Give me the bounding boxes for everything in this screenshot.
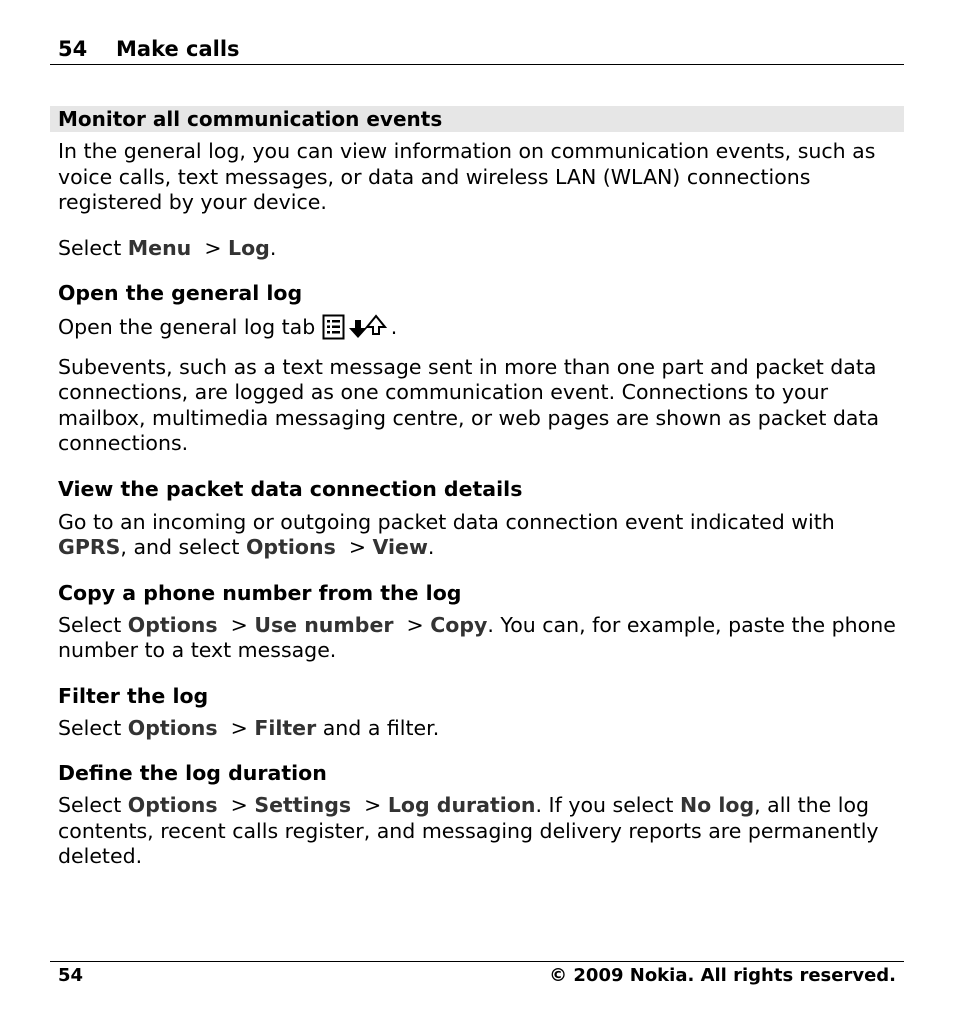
incoming-outgoing-arrows-icon xyxy=(345,314,391,347)
filter-paragraph: Select Options > Filter and a filter. xyxy=(58,715,440,740)
use-number-label: Use number xyxy=(254,612,394,637)
section-title: Monitor all communication events xyxy=(50,106,904,132)
packet-text-mid: , and select xyxy=(120,535,240,559)
copy-title: Copy a phone number from the log xyxy=(58,580,462,605)
no-log-label: No log xyxy=(679,793,755,817)
log-label: Log xyxy=(228,235,270,260)
packet-paragraph: Go to an incoming or outgoing packet data connection event indicated with GPRS, and select Options > View. xyxy=(58,509,835,559)
open-log-text: Open the general log tab xyxy=(58,315,316,339)
footer-page-number: 54 xyxy=(58,965,84,986)
page-footer xyxy=(50,961,904,994)
options-label: Options xyxy=(127,793,218,817)
gprs-label: GPRS xyxy=(58,535,121,559)
packet-text-before: Go to an incoming or outgoing packet data connection event indicated with xyxy=(58,509,835,534)
packet-title: View the packet data connection details xyxy=(58,476,523,501)
page-header xyxy=(50,36,904,65)
open-log-paragraph: Open the general log tab . xyxy=(50,314,898,347)
copy-paragraph: Select Options > Use number > Copy. You can, for example, paste the phone number to a text message. xyxy=(58,612,896,662)
options-label: Options xyxy=(127,715,218,740)
duration-title: Define the log duration xyxy=(58,761,327,785)
log-list-icon xyxy=(322,314,345,347)
log-duration-label: Log duration xyxy=(387,793,536,817)
intro-paragraph: In the general log, you can view information on communication events, such as voice calls, text messages, or data and wireless LAN (WLAN) connections registered by your device. xyxy=(58,139,876,214)
page-content xyxy=(50,106,904,870)
settings-label: Settings xyxy=(254,793,352,817)
footer-copyright: © 2009 Nokia. All rights reserved. xyxy=(549,965,896,986)
duration-select-word: Select xyxy=(58,793,122,817)
open-log-title: Open the general log xyxy=(58,281,303,305)
filter-select-word: Select xyxy=(58,715,122,740)
duration-text-after: , all the log contents, recent calls register, and messaging delivery reports are permanently deleted. xyxy=(58,793,879,868)
options-label: Options xyxy=(127,612,218,637)
header-page-number: 54 xyxy=(58,37,88,61)
copy-select-word: Select xyxy=(58,612,122,637)
view-label: View xyxy=(372,535,428,559)
duration-paragraph: Select Options > Settings > Log duration. If you select No log, all the log contents, recent calls register, and messaging delivery reports are permanently deleted. xyxy=(58,793,879,868)
filter-label: Filter xyxy=(254,715,317,740)
select-menu-log-paragraph: Select Menu > Log. xyxy=(58,235,277,260)
copy-text-after: . You can, for example, paste the phone number to a text message. xyxy=(58,612,896,662)
copy-label: Copy xyxy=(430,612,488,637)
filter-title: Filter the log xyxy=(58,683,209,708)
select-word: Select xyxy=(58,235,122,260)
menu-label: Menu xyxy=(127,235,192,260)
options-label: Options xyxy=(245,535,336,559)
duration-text-mid: . If you select xyxy=(535,793,674,817)
header-chapter-title: Make calls xyxy=(116,37,240,61)
filter-text-after: and a filter. xyxy=(322,715,440,740)
subevents-paragraph: Subevents, such as a text message sent in more than one part and packet data connections, are logged as one communication event. Connections to your mailbox, multimedia messaging centre, or web pages are shown as packet data connections. xyxy=(58,354,880,455)
